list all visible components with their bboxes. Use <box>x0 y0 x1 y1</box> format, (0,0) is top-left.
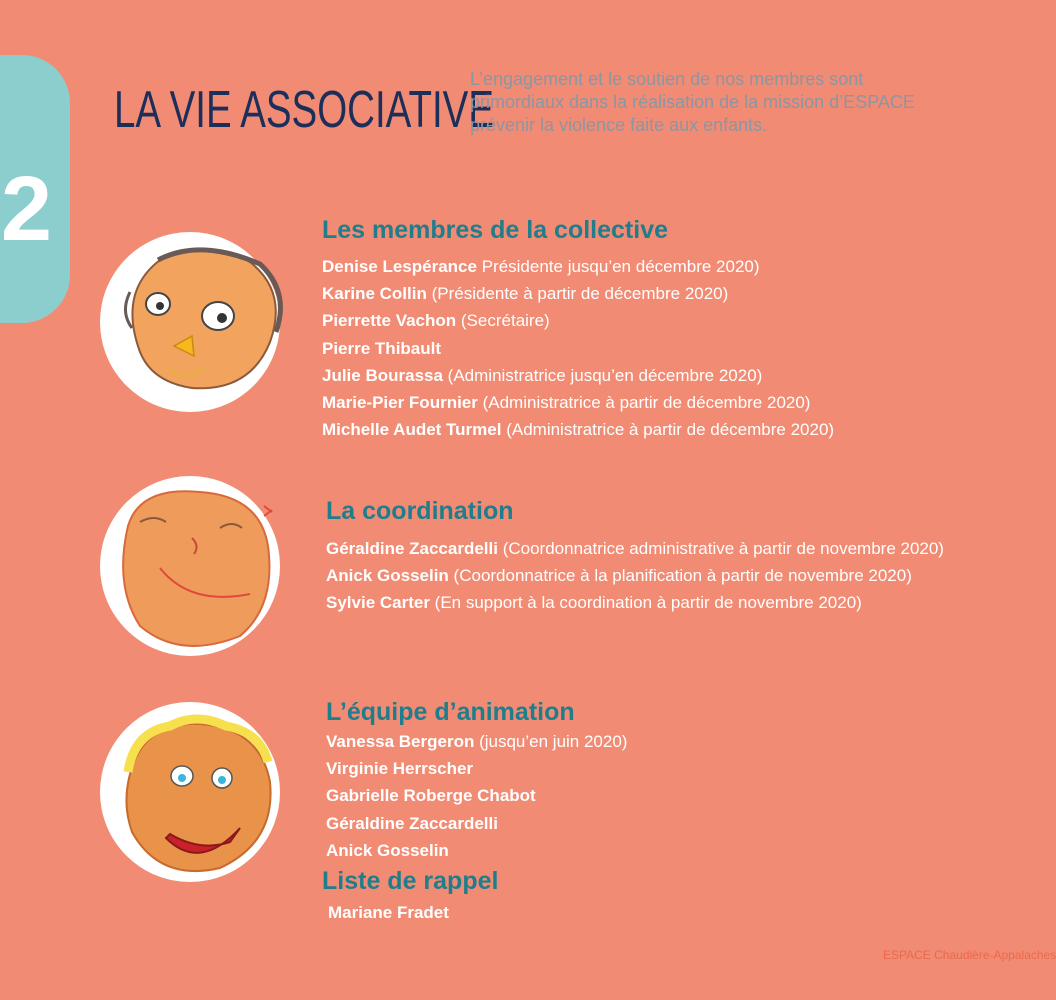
member-name: Anick Gosselin <box>326 566 449 586</box>
child-drawing-portrait-2 <box>100 476 280 656</box>
member-role: (Secrétaire) <box>456 311 550 331</box>
child-drawing-portrait-1 <box>100 232 280 412</box>
animation-team-list <box>326 728 627 864</box>
member-name: Géraldine Zaccardelli <box>326 539 498 558</box>
list-item <box>326 755 627 782</box>
member-role: (Administratrice à partir de décembre 2020) <box>501 420 835 440</box>
list-item <box>322 389 834 416</box>
section-heading-coordination: La coordination <box>326 497 514 525</box>
list-item <box>322 307 834 334</box>
list-item <box>326 782 627 809</box>
section-heading-board: Les membres de la collective <box>322 216 669 244</box>
member-name: Géraldine Zaccardelli <box>326 813 498 833</box>
section-heading-call-list: Liste de rappel <box>322 867 499 895</box>
page-number: 2 <box>0 158 52 260</box>
call-list <box>328 899 449 926</box>
coordination-member-list <box>326 535 944 617</box>
list-item <box>328 899 449 926</box>
list-item <box>322 335 834 362</box>
member-role: (jusqu’en juin 2020) <box>474 732 628 751</box>
member-role: (Coordonnatrice à la planification à partir de novembre 2020) <box>448 566 912 586</box>
list-item <box>326 728 627 755</box>
list-item <box>322 362 834 389</box>
member-name: Vanessa Bergeron <box>326 732 475 751</box>
intro-paragraph <box>470 68 1000 137</box>
list-item <box>326 810 627 837</box>
list-item <box>326 562 944 589</box>
member-role: (Administratrice à partir de décembre 2020) <box>477 393 811 413</box>
member-name: Gabrielle Roberge Chabot <box>326 786 536 806</box>
footer-organization: ESPACE Chaudière-Appalaches <box>883 948 1056 962</box>
member-name: Mariane Fradet <box>328 903 449 922</box>
intro-line: primordiaux dans la réalisation de la mission d’ESPACE <box>470 92 915 112</box>
member-name: Michelle Audet Turmel <box>322 420 502 440</box>
list-item <box>322 280 834 307</box>
member-role: (Administratrice jusqu’en décembre 2020) <box>442 365 763 385</box>
member-name: Sylvie Carter <box>326 593 430 613</box>
member-name: Marie-Pier Fournier <box>322 393 478 413</box>
intro-line: prévenir la violence faite aux enfants. <box>470 115 768 135</box>
page-number-tab <box>0 55 70 323</box>
member-name: Karine Collin <box>322 284 427 304</box>
list-item <box>326 837 627 864</box>
list-item <box>322 416 834 443</box>
member-name: Julie Bourassa <box>322 365 443 385</box>
section-heading-animation-team: L’équipe d’animation <box>326 698 575 726</box>
member-name: Denise Lespérance <box>322 257 477 276</box>
member-name: Anick Gosselin <box>326 840 449 860</box>
list-item <box>326 535 944 562</box>
member-role: (En support à la coordination à partir de novembre 2020) <box>429 593 862 613</box>
list-item <box>326 589 944 616</box>
page-title: LA VIE ASSOCIATIVE <box>114 81 494 139</box>
list-item <box>322 253 834 280</box>
member-name: Pierrette Vachon <box>322 311 457 331</box>
member-name: Virginie Herrscher <box>326 759 474 779</box>
member-role: Présidente jusqu’en décembre 2020) <box>476 257 760 276</box>
board-member-list <box>322 253 834 443</box>
member-role: (Coordonnatrice administrative à partir de novembre 2020) <box>497 539 944 558</box>
intro-line: L’engagement et le soutien de nos membres sont <box>470 69 864 89</box>
child-drawing-portrait-3 <box>100 702 280 882</box>
member-name: Pierre Thibault <box>322 338 442 358</box>
member-role: (Présidente à partir de décembre 2020) <box>426 284 729 304</box>
